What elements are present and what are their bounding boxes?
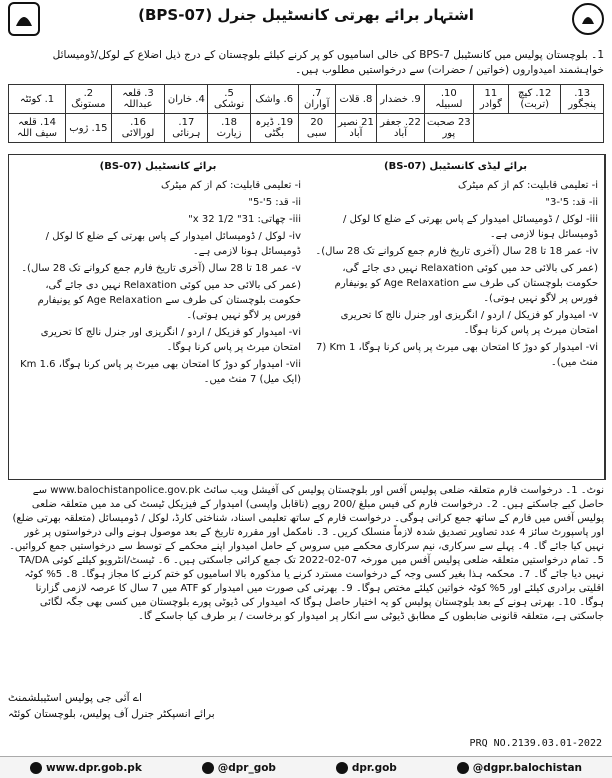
district-cell: 19. ڈیرہ بگٹی: [250, 114, 298, 143]
list-item: i- تعلیمی قابلیت: کم از کم میٹرک: [161, 180, 301, 191]
district-cell: 12. کیچ (تربت): [508, 85, 560, 114]
list-item: ii- قد: 5'-5": [248, 197, 301, 208]
district-cell: 21 نصیر آباد: [335, 114, 377, 143]
signature-block: [8, 690, 604, 722]
intro-text: 1۔ بلوچستان پولیس میں کانسٹیبل BPS-7 کی خالی اسامیوں کو پر کرنے کیلئے بلوچستان کے درج ذیل اضلاع کے لوکل/ڈومیسائل خواہشمند امیدواروں (خواتین / حضرات) سے درخواستیں مطلوب ہیں۔: [52, 49, 604, 76]
list-item: (عمر کی بالائی حد میں کوئی Relaxation نہیں دی جائے گی، حکومت بلوچستان کی طرف سے Age Relaxation کو یونیفارم فورس پر لاگو نہیں ہوتی)۔: [37, 280, 301, 321]
male-requirements: [9, 155, 307, 479]
district-cell: 17. ہرنائی: [165, 114, 208, 143]
list-item: iii- چھاتی: 31" x 32 1/2": [188, 214, 301, 225]
list-item: i- تعلیمی قابلیت: کم از کم میٹرک: [458, 180, 598, 191]
district-cell: 3. قلعہ عبداللہ: [111, 85, 165, 114]
male-title: برائے کانسٹیبل (BS-07): [99, 161, 217, 172]
facebook-icon: [457, 762, 469, 774]
requirements-section: [8, 154, 606, 480]
list-item: vi- امیدوار کو فزیکل / اردو / انگریزی اور جنرل نالج کا تحریری امتحان میرٹ پر پاس کرنا ہوگا۔: [40, 327, 301, 353]
district-cell: 22. جعفر آباد: [377, 114, 425, 143]
logo-left: [8, 2, 40, 36]
notes-text: نوٹ۔ 1۔ درخواست فارم متعلقہ ضلعی پولیس آفس اور بلوچستان پولیس کی آفیشل ویب سائٹ www.balochistanpolice.gov.pk سے حاصل کیے جاسکتے ہیں۔ 2۔ درخواست فارم کی فیس مبلغ /200 روپے (ناقابل واپسی) امیدوار کے فیزیکل ٹیسٹ کی مد میں متعلقہ ضلعی پولیس آفس میں فارم کے ساتھ جمع کرانی ہوگی۔ درخواست فارم کے ساتھ تعلیمی اسناد، شناختی کارڈ، لوکل / ڈومیسائل (متعلقہ بھرتی ضلع) اور پاسپورٹ سائز 4 عدد تصاویر تصدیق شدہ لازماً منسلک کریں۔ 3۔ نامکمل اور مقررہ تاریخ کے بعد موصول ہونے والی درخواستوں پر غور نہیں کیا جائے گا۔ 4۔ پہلے سے سرکاری، نیم سرکاری محکمے میں سروس کے حامل امیدوار اپنے محکمے کے توسط سے درخواستیں جمع کروائیں۔ 5۔ تمام درخواستیں متعلقہ ضلعی پولیس آفس میں مورخہ 07-02-2022 تک جمع کرائی جاسکتی ہیں۔ 6۔ ٹیسٹ/انٹرویو کیلئے کوئی TA/DA نہیں دیا جائے گا۔ 7۔ محکمہ ہذا بغیر کسی وجہ کے درخواست مسترد کرنے یا مذکورہ بالا اسامیوں کو ختم کرنے کا مجاز ہوگا۔ 8۔ 5% کوٹہ اقلیتی برادری کیلئے اور 5% کوٹہ خواتین کیلئے مختص ہوگا۔ 9۔ بھرتی کی صورت میں امیدوار کو ATF میں 7 سال کا عرصہ لازمی گزارنا ہوگا۔ 10۔ بھرتی ہونے کے بعد بلوچستان پولیس کو یہ اختیار حاصل ہوگا کہ امیدوار کی ڈیوٹی پورے بلوچستان میں کسی بھی جگہ لگائی جاسکتی ہے، متعلقہ قانونی ضابطوں کے مطابق ڈیوٹی سے انکار پر امیدوار کو برخاست / بر طرف کیا جاسکے گا۔: [9, 485, 604, 622]
list-item: iv- لوکل / ڈومیسائل امیدوار کے پاس بھرتی کے ضلع کا لوکل / ڈومیسائل ہونا لازمی ہے۔: [45, 231, 301, 257]
globe-icon: [30, 762, 42, 774]
female-list: [313, 178, 598, 370]
table-row: [9, 85, 604, 114]
female-requirements: [307, 155, 605, 479]
list-item: vi- امیدوار کو دوڑ کا امتحان بھی میرٹ پر پاس کرنا ہوگا، 1 Km (7 منٹ میں)۔: [315, 342, 598, 368]
district-cell: 9. خضدار: [377, 85, 425, 114]
district-cell: 5. نوشکی: [208, 85, 250, 114]
district-cell: 1. کوئٹہ: [9, 85, 66, 114]
prq-number: PRQ NO.2139.03.01-2022: [469, 738, 602, 749]
empty-cell: [473, 114, 603, 143]
signature-line-2: برائے انسپکٹر جنرل آف پولیس، بلوچستان کوئٹہ: [8, 708, 215, 720]
district-cell: 6. واشک: [250, 85, 298, 114]
signature-line-1: اے آئی جی پولیس اسٹیبلشمنٹ: [8, 692, 142, 704]
footer-web[interactable]: www.dpr.gob.pk: [30, 762, 142, 774]
district-cell: 20 سبی: [298, 114, 335, 143]
list-item: ii- قد: 5'-3": [545, 197, 598, 208]
districts-table: [8, 84, 604, 143]
district-cell: 2. مستونگ: [66, 85, 112, 114]
instagram-icon: [336, 762, 348, 774]
district-cell: 10. لسبیلہ: [424, 85, 473, 114]
footer-twitter[interactable]: @dpr_gob: [202, 762, 276, 774]
female-title: برائے لیڈی کانسٹیبل (BS-07): [384, 161, 527, 172]
district-cell: 16. لورالائی: [111, 114, 165, 143]
district-cell: 15. ژوب: [66, 114, 112, 143]
page-title: اشتہار برائے بھرتی کانسٹیبل جنرل (BPS-07): [138, 6, 474, 24]
district-cell: 11 گوادر: [473, 85, 508, 114]
list-item: vii- امیدوار کو دوڑ کا امتحان بھی میرٹ پر پاس کرنا ہوگا، 1.6 Km (ایک میل) 7 منٹ میں۔: [20, 359, 301, 385]
district-cell: 4. خاران: [165, 85, 208, 114]
footer-instagram[interactable]: dpr.gob: [336, 762, 397, 774]
male-list: [15, 178, 301, 387]
table-row: [9, 114, 604, 143]
district-cell: 8. قلات: [335, 85, 377, 114]
list-item: v- امیدوار کو فزیکل / اردو / انگریزی اور جنرل نالج کا تحریری امتحان میرٹ پر پاس کرنا ہوگا۔: [340, 310, 598, 336]
logo-right: [572, 2, 604, 36]
district-cell: 18. زیارت: [208, 114, 250, 143]
header: [6, 2, 606, 40]
footer-facebook[interactable]: @dgpr.balochistan: [457, 762, 582, 774]
list-item: iv- عمر 18 تا 28 سال (آخری تاریخ فارم جمع کروانے تک 28 سال)۔: [315, 246, 598, 257]
district-cell: 13. پنجگور: [561, 85, 604, 114]
list-item: iii- لوکل / ڈومیسائل امیدوار کے پاس بھرتی کے ضلع کا لوکل / ڈومیسائل ہونا لازمی ہے۔: [343, 214, 598, 240]
district-cell: 14. قلعہ سیف اللہ: [9, 114, 66, 143]
district-cell: 23 صحبت پور: [424, 114, 473, 143]
list-item: v- عمر 18 تا 28 سال (آخری تاریخ فارم جمع کروانے تک 28 سال)۔: [21, 263, 301, 274]
district-cell: 7. آواران: [298, 85, 335, 114]
footer: [0, 756, 612, 778]
list-item: (عمر کی بالائی حد میں کوئی Relaxation نہیں دی جائے گی، حکومت بلوچستان کی طرف سے Age Relaxation کو یونیفارم فورس پر لاگو نہیں ہوتی)۔: [334, 263, 598, 304]
twitter-icon: [202, 762, 214, 774]
